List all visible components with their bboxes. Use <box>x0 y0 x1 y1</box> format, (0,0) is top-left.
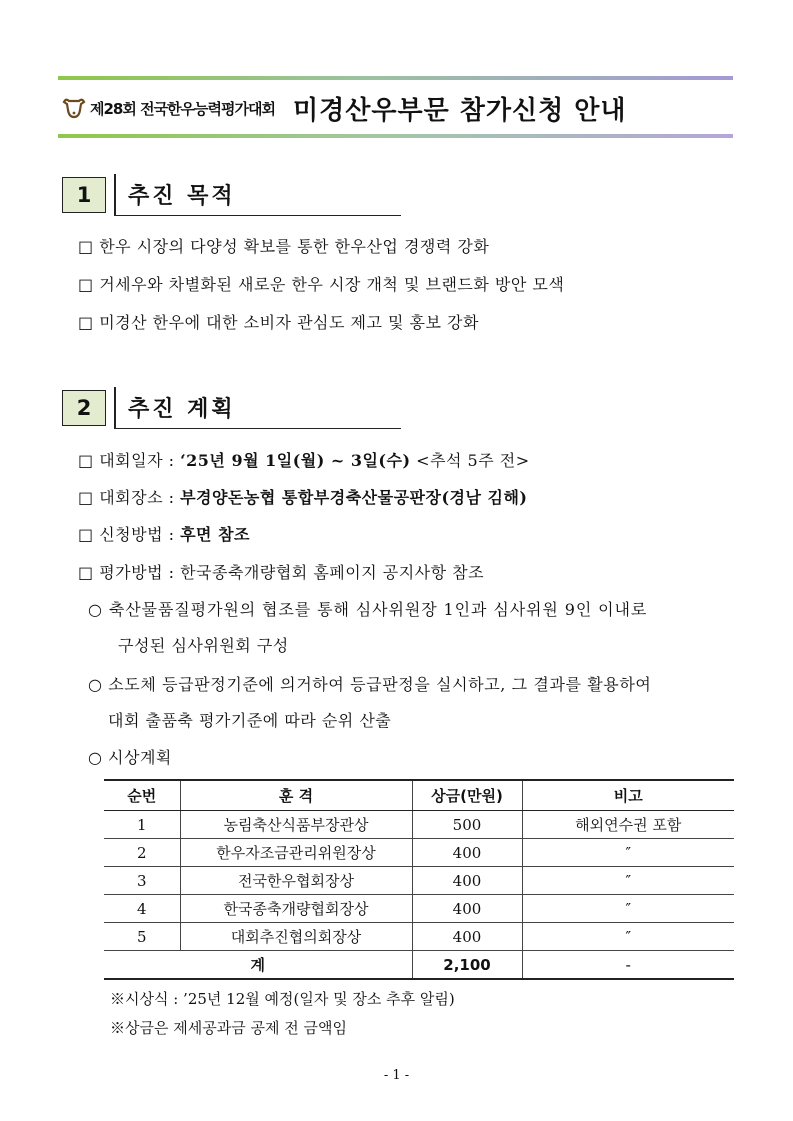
cell-remark: ″ <box>522 895 734 923</box>
section-2-title: 추진 계획 <box>128 397 236 422</box>
document-header <box>62 86 742 130</box>
note-ceremony: ※시상식 : ’25년 12월 예정(일자 및 장소 추후 알림) <box>110 990 455 1008</box>
cell-prize: 400 <box>412 839 522 867</box>
total-note: - <box>522 951 734 980</box>
hanwoo-logo-icon <box>62 96 86 120</box>
evaluation-method-value: 한국종축개량협회 홈페이지 공지사항 참조 <box>180 563 485 582</box>
header-bottom-rule <box>58 134 733 138</box>
note-prize-tax: ※상금은 제세공과금 공제 전 금액임 <box>110 1019 347 1037</box>
col-header-remark: 비고 <box>522 780 734 811</box>
page-number: - 1 - <box>383 1068 410 1083</box>
event-date-label: □ 대회일자 : <box>78 451 181 470</box>
prize-table-header <box>104 780 734 811</box>
section-1-title: 추진 목적 <box>128 184 236 209</box>
cell-award: 한우자조금관리위원장상 <box>180 839 412 867</box>
total-label: 계 <box>104 951 412 980</box>
judging-bullet-line-1: ○ 축산물품질평가원의 협조를 통해 심사위원장 1인과 심사위원 9인 이내로 <box>88 600 648 619</box>
cell-remark: ″ <box>522 923 734 951</box>
purpose-item-1: □ 한우 시장의 다양성 확보를 통한 한우산업 경쟁력 강화 <box>78 237 490 256</box>
cell-prize: 400 <box>412 867 522 895</box>
table-row <box>104 895 734 923</box>
col-header-award: 훈 격 <box>180 780 412 811</box>
cell-remark: 해외연수권 포함 <box>522 811 734 839</box>
evaluation-method-line <box>78 560 484 583</box>
cell-remark: ″ <box>522 839 734 867</box>
total-amount: 2,100 <box>412 951 522 980</box>
cell-award: 전국한우협회장상 <box>180 867 412 895</box>
table-row <box>104 811 734 839</box>
purpose-item-2: □ 거세우와 차별화된 새로운 한우 시장 개척 및 브랜드화 방안 모색 <box>78 275 565 294</box>
event-venue-value: 부경양돈농협 통합부경축산물공판장(경남 김해) <box>180 488 528 507</box>
section-1-number: 1 <box>62 177 106 213</box>
header-top-rule <box>58 76 733 80</box>
cell-order: 3 <box>104 867 180 895</box>
section-2-divider <box>114 387 116 429</box>
cell-order: 4 <box>104 895 180 923</box>
event-venue-line <box>78 485 528 508</box>
cell-award: 대회추진협의회장상 <box>180 923 412 951</box>
application-method-label: □ 신청방법 : <box>78 525 181 544</box>
event-name: 제28회 전국한우능력평가대회 <box>90 99 275 118</box>
section-2-number: 2 <box>62 390 106 426</box>
event-date-extra: <추석 5주 전> <box>410 451 530 470</box>
col-header-prize: 상금(만원) <box>412 780 522 811</box>
cell-order: 2 <box>104 839 180 867</box>
section-2-underline <box>114 428 401 429</box>
cell-prize: 400 <box>412 895 522 923</box>
event-date-value: ‘25년 9월 1일(월) ~ 3일(수) <box>180 451 411 470</box>
cell-award: 농림축산식품부장관상 <box>180 811 412 839</box>
cell-order: 1 <box>104 811 180 839</box>
application-method-value: 후면 참조 <box>180 525 250 544</box>
table-row <box>104 839 734 867</box>
section-1-divider <box>114 174 116 216</box>
cell-award: 한국종축개량협회장상 <box>180 895 412 923</box>
grading-bullet-line-2: 대회 출품축 평가기준에 따라 순위 산출 <box>108 711 392 730</box>
cell-remark: ″ <box>522 867 734 895</box>
document-title: 미경산우부문 참가신청 안내 <box>292 95 627 126</box>
table-total-row <box>104 951 734 980</box>
award-plan-bullet: ○ 시상계획 <box>88 748 172 767</box>
table-row <box>104 867 734 895</box>
purpose-item-3: □ 미경산 한우에 대한 소비자 관심도 제고 및 홍보 강화 <box>78 313 479 332</box>
table-row <box>104 923 734 951</box>
grading-bullet-line-1: ○ 소도체 등급판정기준에 의거하여 등급판정을 실시하고, 그 결과를 활용하여 <box>88 675 652 694</box>
application-method-line <box>78 522 250 545</box>
cell-prize: 400 <box>412 923 522 951</box>
col-header-order: 순번 <box>104 780 180 811</box>
judging-bullet-line-2: 구성된 심사위원회 구성 <box>118 636 289 655</box>
section-1-underline <box>114 215 401 216</box>
evaluation-method-label: □ 평가방법 : <box>78 563 181 582</box>
event-date-line <box>78 448 530 471</box>
cell-order: 5 <box>104 923 180 951</box>
cell-prize: 500 <box>412 811 522 839</box>
event-venue-label: □ 대회장소 : <box>78 488 181 507</box>
prize-table <box>104 779 734 980</box>
